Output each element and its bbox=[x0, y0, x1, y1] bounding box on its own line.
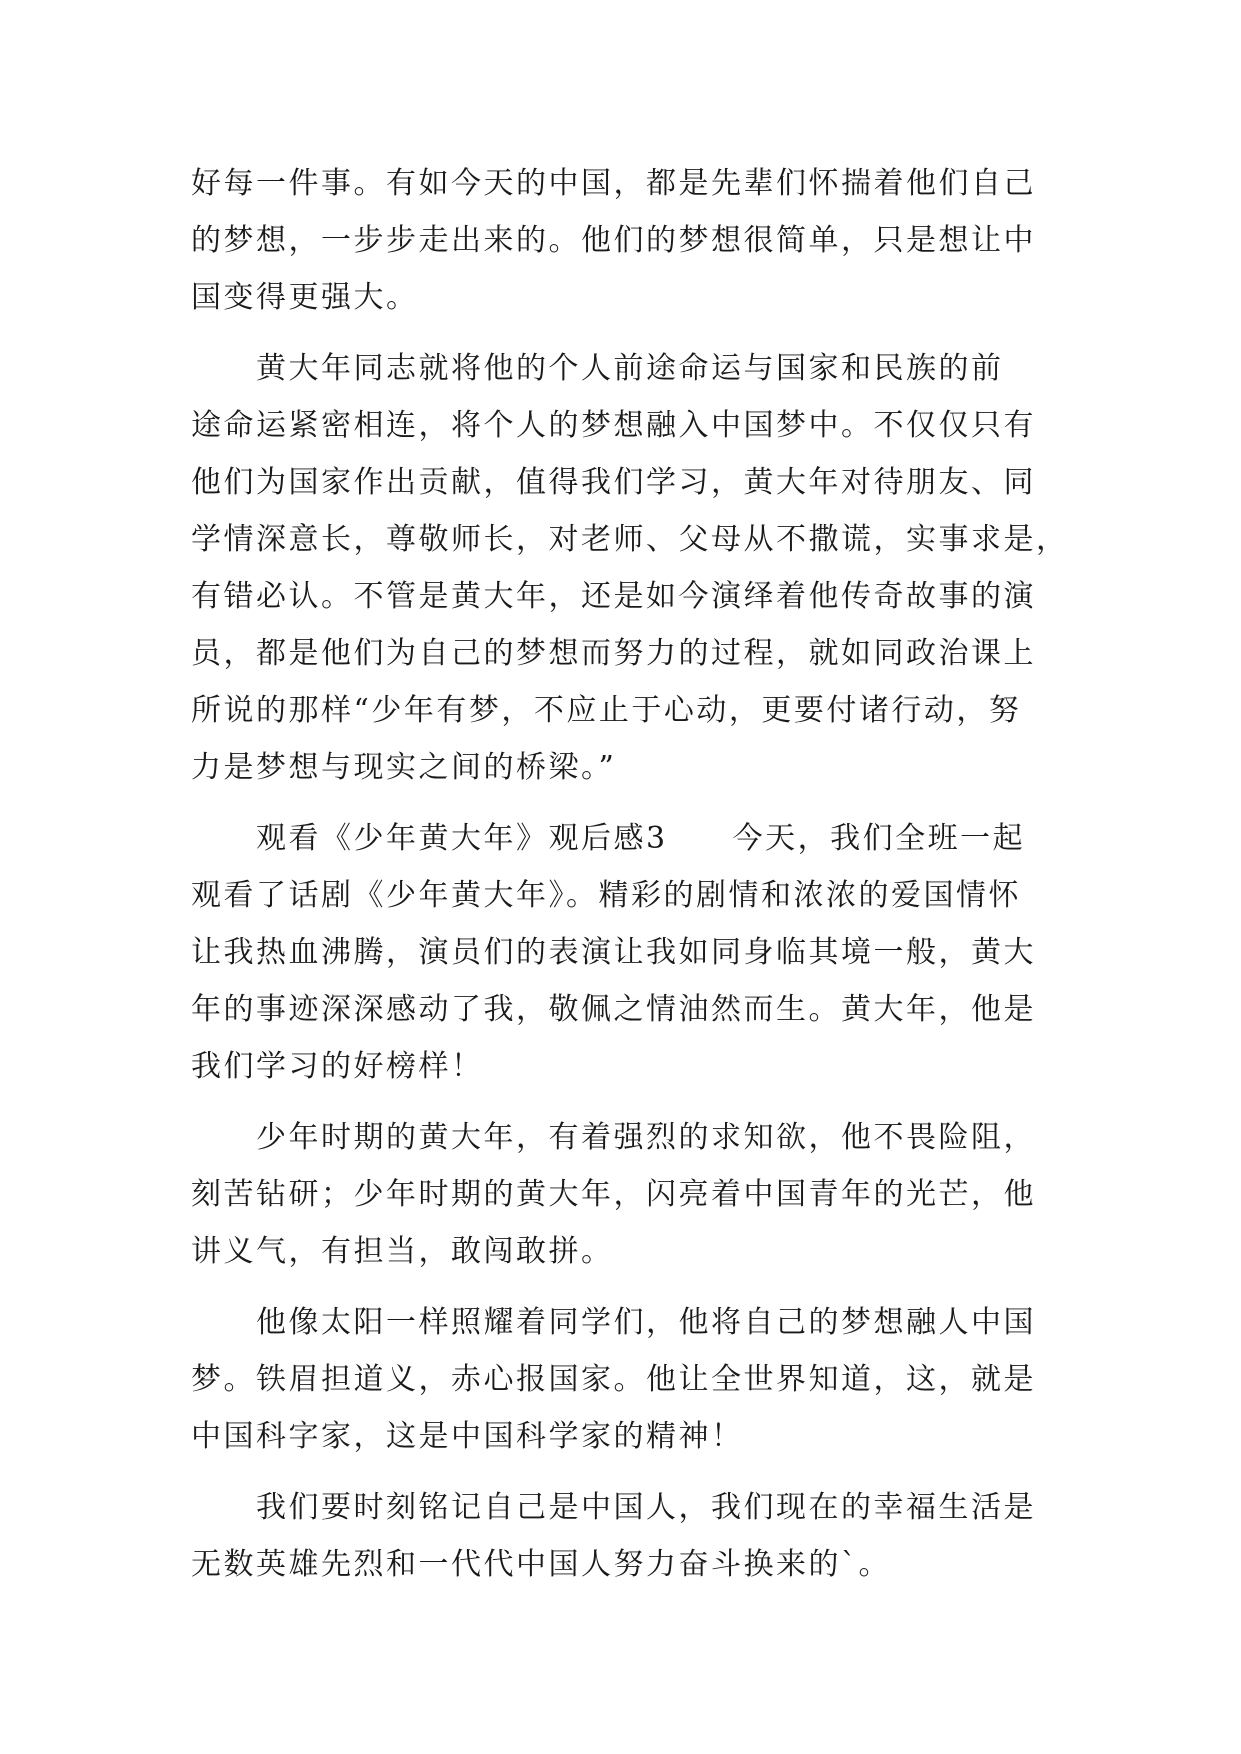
paragraph-spacer bbox=[191, 1280, 1051, 1294]
text-line: 国变得更强大。 bbox=[191, 280, 419, 315]
text-line: 观看了话剧《少年黄大年》。精彩的剧情和浓浓的爱国情怀 bbox=[191, 878, 1021, 913]
text-line: 年的事迹深深感动了我，敬佩之情油然而生。黄大年，他是 bbox=[191, 992, 1036, 1027]
paragraph bbox=[191, 340, 1069, 796]
text-line: 有错必认。不管是黄大年，还是如今演绎着他传奇故事的演 bbox=[191, 579, 1036, 614]
text-line: 梦。铁眉担道义，赤心报国家。他让全世界知道，这，就是 bbox=[191, 1362, 1036, 1397]
paragraph-spacer bbox=[191, 1465, 1051, 1479]
text-line: 让我热血沸腾，演员们的表演让我如同身临其境一般，黄大 bbox=[191, 935, 1036, 970]
text-line: 力是梦想与现实之间的桥梁。” bbox=[191, 750, 617, 785]
paragraph-spacer bbox=[191, 796, 1051, 810]
text-line: 的梦想，一步步走出来的。他们的梦想很简单，只是想让中 bbox=[191, 223, 1036, 258]
text-line: 刻苦钻研；少年时期的黄大年，闪亮着中国青年的光芒，他 bbox=[191, 1177, 1036, 1212]
paragraph-spacer bbox=[191, 1095, 1051, 1109]
paragraph bbox=[191, 1294, 1051, 1465]
text-line: 观看《少年黄大年》观后感3 今天，我们全班一起 bbox=[191, 821, 1026, 856]
text-line: 无数英雄先烈和一代代中国人努力奋斗换来的`。 bbox=[191, 1547, 891, 1582]
paragraph bbox=[191, 1109, 1051, 1280]
text-line: 黄大年同志就将他的个人前途命运与国家和民族的前 bbox=[191, 351, 1004, 386]
text-line: 我们要时刻铭记自己是中国人，我们现在的幸福生活是 bbox=[191, 1490, 1036, 1525]
text-line: 中国科字家，这是中国科学家的精神！ bbox=[191, 1419, 744, 1454]
paragraph bbox=[191, 810, 1051, 1095]
text-line: 员，都是他们为自己的梦想而努力的过程，就如同政治课上 bbox=[191, 636, 1036, 671]
text-line: 学情深意长，尊敬师长，对老师、父母从不撒谎，实事求是， bbox=[191, 522, 1069, 557]
paragraph-spacer bbox=[191, 326, 1051, 340]
paragraph bbox=[191, 1479, 1051, 1593]
text-line: 少年时期的黄大年，有着强烈的求知欲，他不畏险阻， bbox=[191, 1120, 1036, 1155]
text-line: 他像太阳一样照耀着同学们，他将自己的梦想融人中国 bbox=[191, 1305, 1036, 1340]
text-line: 途命运紧密相连，将个人的梦想融入中国梦中。不仅仅只有 bbox=[191, 408, 1036, 443]
document-body bbox=[191, 155, 1069, 1593]
paragraph bbox=[191, 155, 1051, 326]
text-line: 我们学习的好榜样！ bbox=[191, 1049, 484, 1084]
text-line: 讲义气，有担当，敢闯敢拼。 bbox=[191, 1234, 614, 1269]
text-line: 所说的那样“少年有梦，不应止于心动，更要付诸行动，努 bbox=[191, 693, 1022, 728]
text-line: 他们为国家作出贡献，值得我们学习，黄大年对待朋友、同 bbox=[191, 465, 1036, 500]
text-line: 好每一件事。有如今天的中国，都是先辈们怀揣着他们自己 bbox=[191, 166, 1036, 201]
